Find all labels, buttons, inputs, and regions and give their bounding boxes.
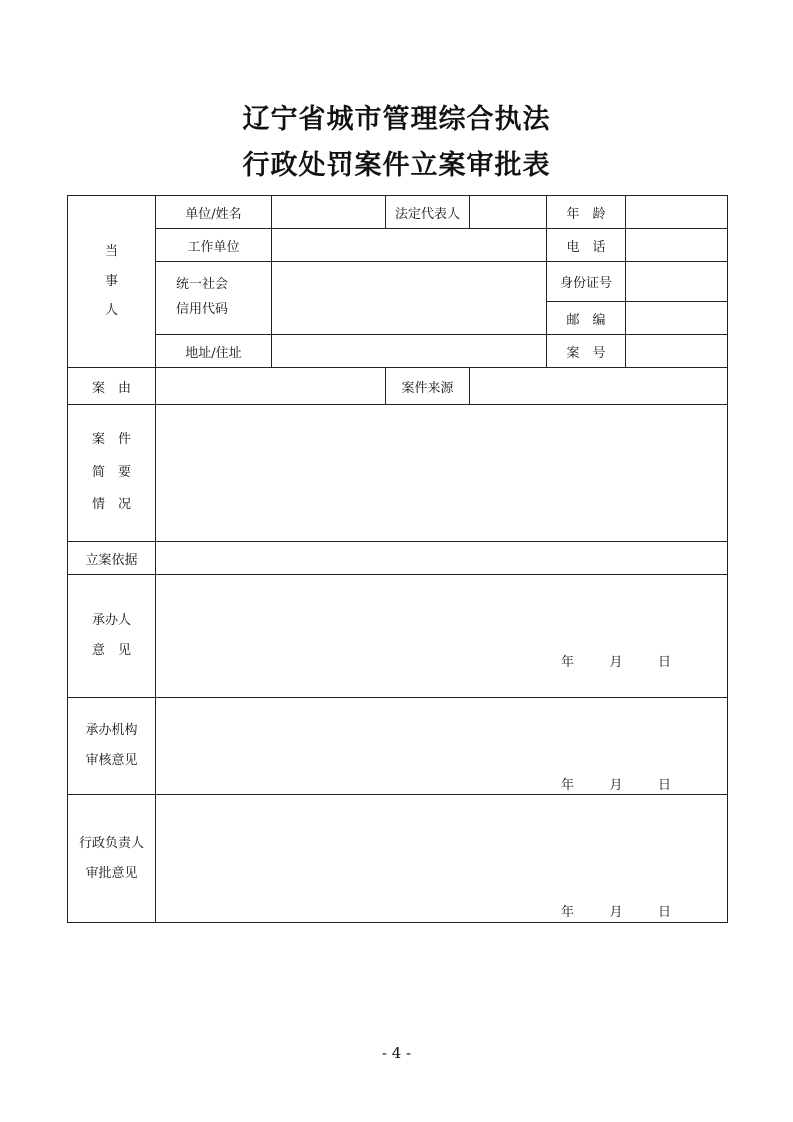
admin-approval-line1: 行政负责人 — [78, 835, 144, 851]
page-number: - 4 - — [381, 1044, 412, 1062]
case-summary-char-1: 案 件 — [91, 432, 131, 448]
postcode-field[interactable] — [626, 302, 728, 335]
id-number-label: 身份证号 — [547, 262, 626, 302]
credit-code-label-line2: 信用代码 — [176, 302, 229, 317]
party-label — [68, 196, 156, 368]
legal-rep-field[interactable] — [470, 196, 547, 229]
work-unit-label: 工作单位 — [156, 229, 272, 262]
case-reason-label: 案 由 — [68, 368, 156, 405]
approval-form-table — [67, 195, 728, 923]
work-unit-field[interactable] — [272, 229, 547, 262]
case-number-field[interactable] — [626, 335, 728, 368]
agency-review-line2: 审核意见 — [85, 753, 138, 768]
agency-date-day: 日 — [657, 778, 671, 793]
admin-approval-line2: 审批意见 — [85, 865, 138, 881]
case-summary-char-2: 简 要 — [91, 464, 131, 480]
party-char-2: 事 — [104, 273, 118, 289]
credit-code-field[interactable] — [272, 262, 547, 335]
unit-name-label: 单位/姓名 — [156, 196, 272, 229]
case-source-field[interactable] — [470, 368, 728, 405]
address-field[interactable] — [272, 335, 547, 368]
handler-date — [561, 651, 671, 670]
case-summary-char-3: 情 况 — [91, 497, 131, 513]
handler-opinion-field[interactable] — [156, 575, 728, 698]
agency-review-field[interactable] — [156, 698, 728, 795]
filing-basis-label: 立案依据 — [68, 542, 156, 575]
admin-approval-label — [68, 795, 156, 923]
phone-label: 电 话 — [547, 229, 626, 262]
case-number-label: 案 号 — [547, 335, 626, 368]
case-source-label: 案件来源 — [386, 368, 470, 405]
handler-date-year: 年 — [561, 655, 575, 670]
admin-date — [561, 901, 671, 920]
admin-approval-field[interactable] — [156, 795, 728, 923]
handler-opinion-label — [68, 575, 156, 698]
phone-field[interactable] — [626, 229, 728, 262]
document-title-line1: 辽宁省城市管理综合执法 — [242, 104, 551, 135]
handler-opinion-line1: 承办人 — [91, 613, 131, 629]
age-field[interactable] — [626, 196, 728, 229]
agency-date-year: 年 — [561, 778, 575, 793]
party-char-1: 当 — [104, 243, 118, 259]
postcode-label: 邮 编 — [547, 302, 626, 335]
address-label: 地址/住址 — [156, 335, 272, 368]
case-summary-field[interactable] — [156, 405, 728, 542]
admin-date-day: 日 — [657, 905, 671, 920]
age-label: 年 龄 — [547, 196, 626, 229]
admin-date-month: 月 — [609, 905, 623, 920]
handler-opinion-line2: 意 见 — [91, 643, 131, 658]
case-summary-label — [68, 405, 156, 542]
handler-date-day: 日 — [657, 655, 671, 670]
agency-review-line1: 承办机构 — [85, 723, 138, 739]
unit-name-field[interactable] — [272, 196, 386, 229]
legal-rep-label: 法定代表人 — [386, 196, 470, 229]
document-title-line2: 行政处罚案件立案审批表 — [242, 150, 551, 181]
party-char-3: 人 — [104, 303, 118, 319]
credit-code-label-line1: 统一社会 — [176, 277, 229, 293]
handler-date-month: 月 — [609, 655, 623, 670]
admin-date-year: 年 — [561, 905, 575, 920]
credit-code-label — [156, 262, 272, 335]
filing-basis-field[interactable] — [156, 542, 728, 575]
id-number-field[interactable] — [626, 262, 728, 302]
case-reason-field[interactable] — [156, 368, 386, 405]
agency-date — [561, 774, 671, 793]
agency-review-label — [68, 698, 156, 795]
agency-date-month: 月 — [609, 778, 623, 793]
